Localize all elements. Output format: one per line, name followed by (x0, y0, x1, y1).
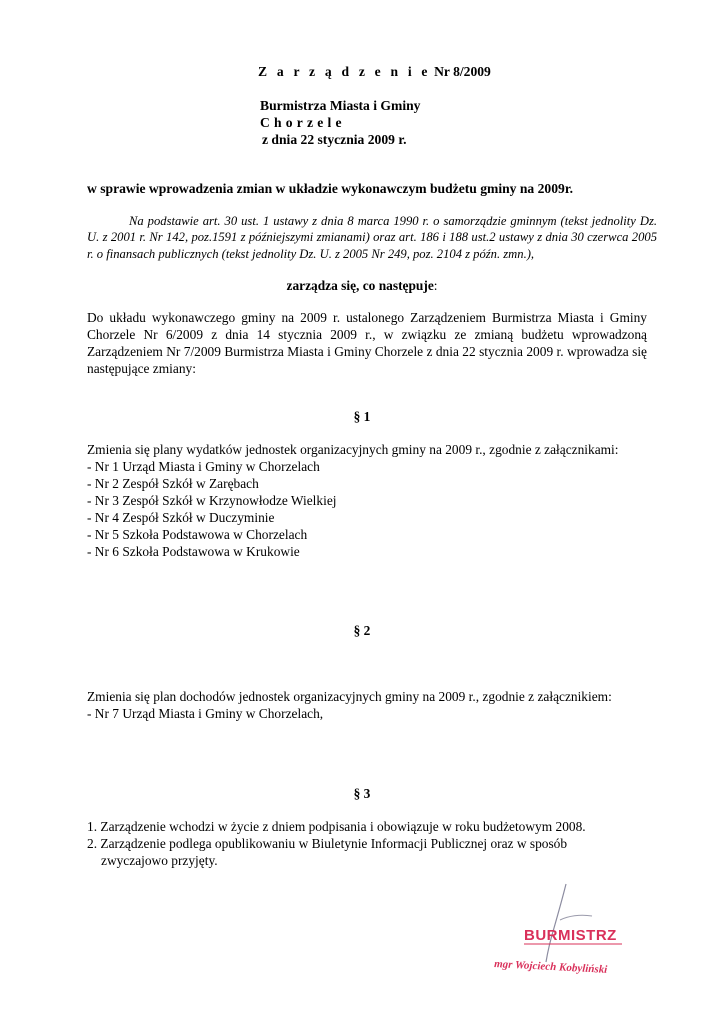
list-item: - Nr 1 Urząd Miasta i Gminy w Chorzelach (87, 459, 320, 474)
section-2-heading: § 2 (353, 623, 371, 638)
section-1-text: Zmienia się plany wydatków jednostek organizacyjnych gminy na 2009 r., zgodnie z załącznikami: (87, 442, 619, 457)
section-3-body (87, 818, 647, 869)
decides-line (0, 277, 724, 294)
title-number: Nr 8/2009 (434, 64, 491, 79)
legal-basis-text: Na podstawie art. 30 ust. 1 ustawy z dnia 8 marca 1990 r. o samorządzie gminnym (tekst jednolity Dz. U. z 2001 r. Nr 142, poz.1591 z późniejszymi zmianami) oraz art. 186 i 188 ust.2 ustawy z dnia 30 czerwca 2005 r. o finansach publicznych (tekst jednolity Dz. U. z 2005 Nr 249, poz. 2104 z późn. zmn.), (87, 214, 657, 261)
section-1-body (87, 441, 647, 560)
intro-paragraph: Do układu wykonawczego gminy na 2009 r. ustalonego Zarządzeniem Burmistrza Miasta i Gminy Chorzele Nr 6/2009 z dnia 14 stycznia 2009 r., w związku ze zmianą budżetu wprowadzoną Zarządzeniem Nr 7/2009 Burmistrza Miasta i Gminy Chorzele z dnia 22 stycznia 2009 r. wprowadza się następujące zmiany: (87, 310, 647, 376)
signature-stamp-graphic (488, 880, 658, 980)
decides-text: zarządza się, co następuje (286, 278, 434, 293)
issuer-city: Chorzele (260, 115, 346, 130)
document-subject: w sprawie wprowadzenia zmian w układzie wykonawczym budżetu gminy na 2009r. (87, 181, 574, 196)
list-item: - Nr 6 Szkoła Podstawowa w Krukowie (87, 544, 300, 559)
stamp-name: mgr Wojciech Kobyliński (493, 958, 608, 976)
legal-basis (87, 213, 657, 262)
issue-date: z dnia 22 stycznia 2009 r. (262, 132, 407, 147)
list-item: 1. Zarządzenie wchodzi w życie z dniem podpisania i obowiązuje w roku budżetowym 2008. (87, 819, 586, 834)
list-item: - Nr 2 Zespół Szkół w Zarębach (87, 476, 259, 491)
signature-stamp (488, 880, 658, 980)
section-2-body (87, 688, 647, 722)
list-item: - Nr 5 Szkoła Podstawowa w Chorzelach (87, 527, 308, 542)
section-3-heading: § 3 (353, 786, 371, 801)
list-item-continuation: zwyczajowo przyjęty. (101, 853, 218, 868)
list-item: - Nr 3 Zespół Szkół w Krzynowłodze Wielkiej (87, 493, 337, 508)
stamp-title: BURMISTRZ (524, 927, 617, 944)
section-2-text: Zmienia się plan dochodów jednostek organizacyjnych gminy na 2009 r., zgodnie z załącznikiem: (87, 689, 612, 704)
list-item: - Nr 7 Urząd Miasta i Gminy w Chorzelach, (87, 706, 324, 721)
document-title (258, 63, 491, 80)
list-item: - Nr 4 Zespół Szkół w Duczyminie (87, 510, 275, 525)
section-1-heading: § 1 (353, 409, 371, 424)
title-spaced: Z a r z ą d z e n i e (258, 64, 431, 79)
list-item: 2. Zarządzenie podlega opublikowaniu w Biuletynie Informacji Publicznej oraz w sposób (87, 836, 568, 851)
decides-colon: : (433, 278, 438, 293)
issuer-title: Burmistrza Miasta i Gminy (260, 98, 421, 113)
